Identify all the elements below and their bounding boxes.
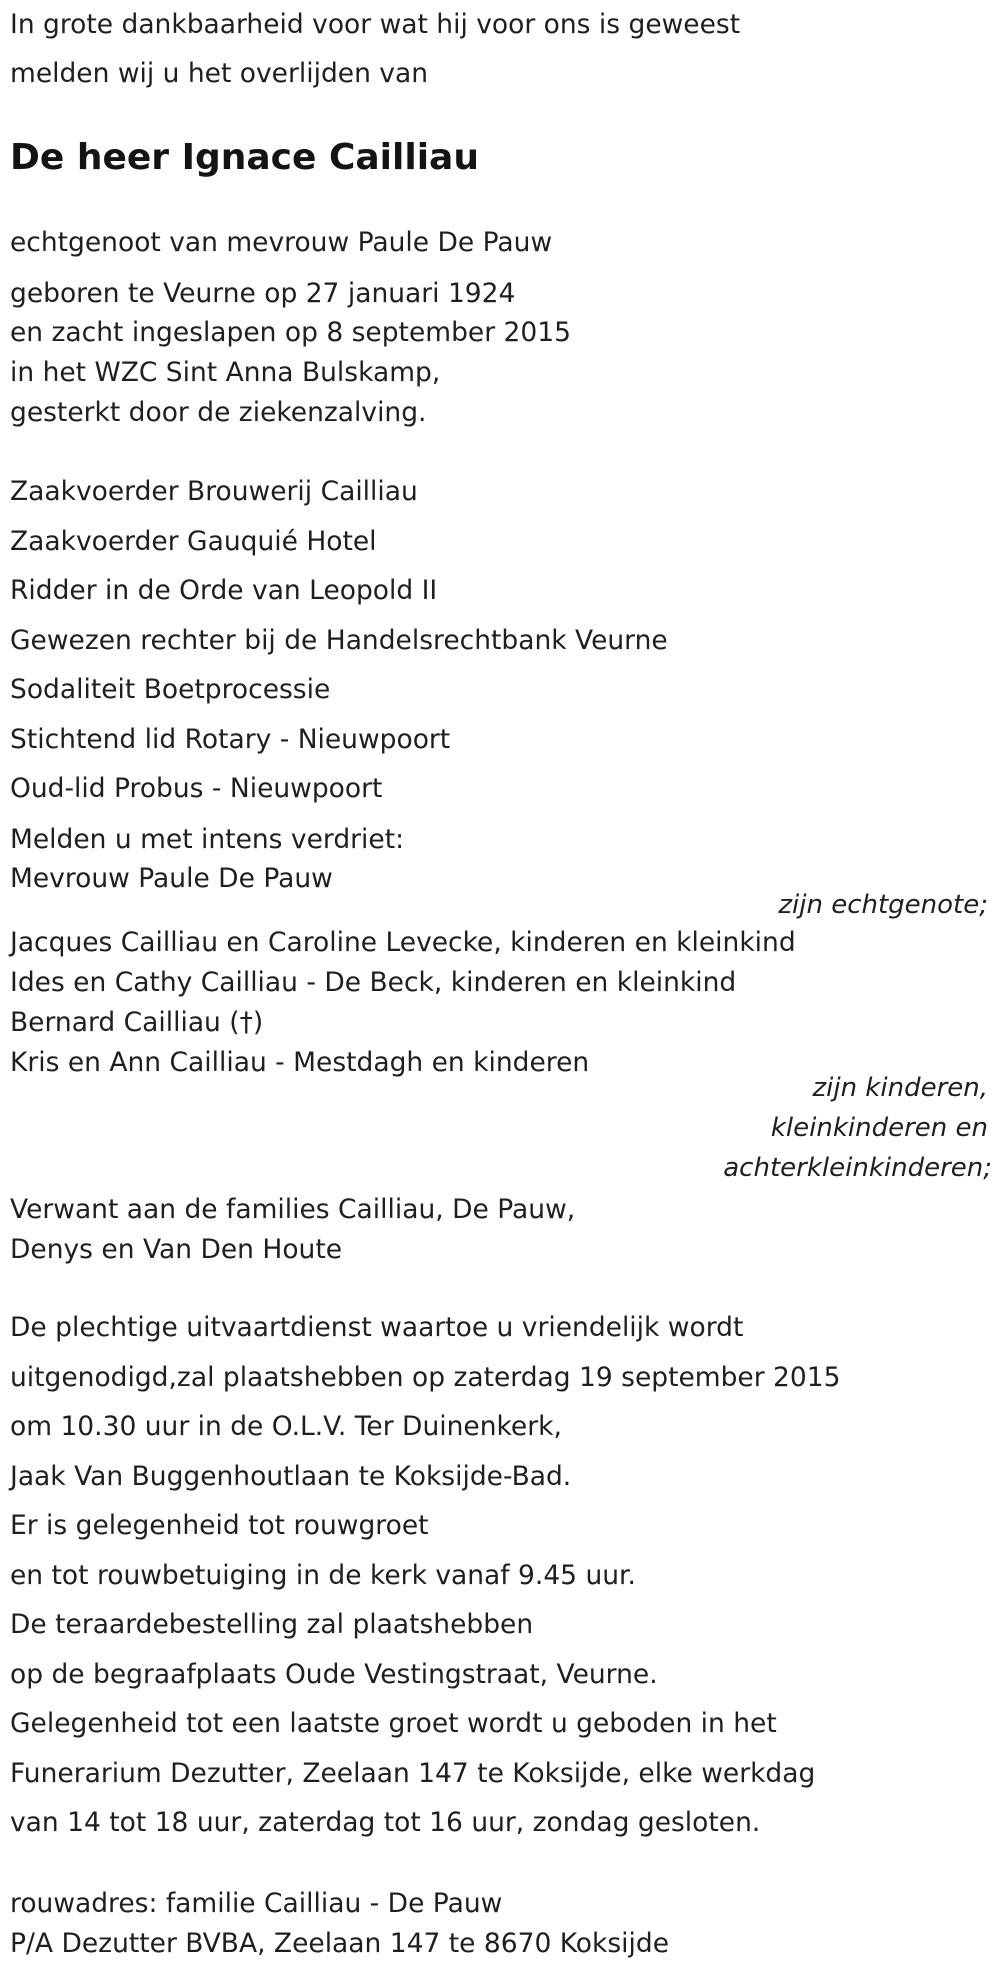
relatives-line: Verwant aan de families Cailliau, De Pauw, (10, 1194, 576, 1225)
address-line: rouwadres: familie Cailliau - De Pauw (10, 1888, 503, 1919)
service-line: om 10.30 uur in de O.L.V. Ter Duinenkerk, (10, 1411, 562, 1442)
detail-line: gesterkt door de ziekenzalving. (10, 397, 427, 428)
relatives-line: Denys en Van Den Houte (10, 1234, 343, 1265)
title-line: Zaakvoerder Gauquié Hotel (10, 526, 377, 557)
children-role: kleinkinderen en (770, 1113, 988, 1143)
title-line: Ridder in de Orde van Leopold II (10, 575, 438, 606)
title-line: Sodaliteit Boetprocessie (10, 674, 331, 705)
detail-line: en zacht ingeslapen op 8 september 2015 (10, 317, 571, 348)
service-line: uitgenodigd,zal plaatshebben op zaterdag 19 september 2015 (10, 1362, 841, 1393)
mourner-spouse: Mevrouw Paule De Pauw (10, 863, 333, 894)
service-line: van 14 tot 18 uur, zaterdag tot 16 uur, zondag gesloten. (10, 1807, 761, 1838)
spouse-role: zijn echtgenote; (778, 890, 988, 920)
children-role: zijn kinderen, (812, 1073, 988, 1103)
intro-line: melden wij u het overlijden van (10, 58, 429, 89)
mourner-children-line: Jacques Cailliau en Caroline Levecke, kinderen en kleinkind (10, 927, 796, 958)
detail-line: echtgenoot van mevrouw Paule De Pauw (10, 227, 553, 258)
mourner-children-line: Bernard Cailliau (†) (10, 1007, 264, 1038)
service-line: Gelegenheid tot een laatste groet wordt u geboden in het (10, 1708, 777, 1739)
intro-line: In grote dankbaarheid voor wat hij voor ons is geweest (10, 9, 741, 40)
service-line: Jaak Van Buggenhoutlaan te Koksijde-Bad. (10, 1461, 572, 1492)
service-line: De plechtige uitvaartdienst waartoe u vriendelijk wordt (10, 1312, 744, 1343)
detail-line: geboren te Veurne op 27 januari 1924 (10, 278, 516, 309)
service-line: De teraardebestelling zal plaatshebben (10, 1609, 534, 1640)
service-line: op de begraafplaats Oude Vestingstraat, Veurne. (10, 1659, 658, 1690)
title-line: Gewezen rechter bij de Handelsrechtbank Veurne (10, 625, 668, 656)
mourner-children-line: Ides en Cathy Cailliau - De Beck, kinderen en kleinkind (10, 967, 737, 998)
children-role: achterkleinkinderen; (723, 1153, 992, 1183)
detail-line: in het WZC Sint Anna Bulskamp, (10, 357, 441, 388)
service-line: en tot rouwbetuiging in de kerk vanaf 9.45 uur. (10, 1560, 636, 1591)
service-line: Funerarium Dezutter, Zeelaan 147 te Koksijde, elke werkdag (10, 1758, 816, 1789)
title-line: Zaakvoerder Brouwerij Cailliau (10, 476, 418, 507)
title-line: Stichtend lid Rotary - Nieuwpoort (10, 724, 451, 755)
mourner-children-line: Kris en Ann Cailliau - Mestdagh en kinderen (10, 1047, 590, 1078)
mourners-announce: Melden u met intens verdriet: (10, 824, 405, 855)
title-line: Oud-lid Probus - Nieuwpoort (10, 773, 383, 804)
service-line: Er is gelegenheid tot rouwgroet (10, 1510, 429, 1541)
deceased-name: De heer Ignace Cailliau (10, 137, 479, 178)
address-line: P/A Dezutter BVBA, Zeelaan 147 te 8670 Koksijde (10, 1928, 670, 1959)
